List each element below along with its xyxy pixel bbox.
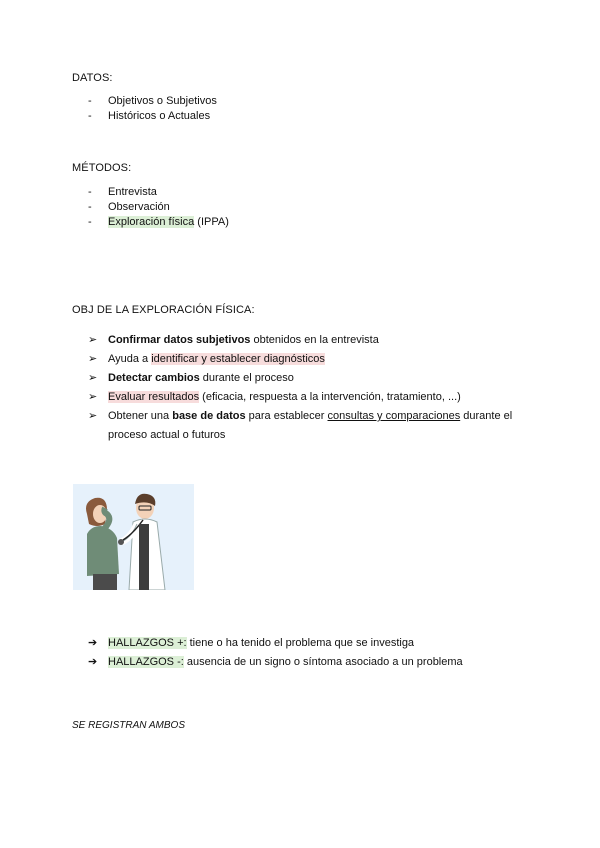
hallazgos-list: [88, 634, 528, 672]
list-item: - Exploración física (IPPA): [88, 216, 229, 228]
list-item: - Históricos o Actuales: [88, 110, 211, 122]
arrowhead-bullet-icon: ➢: [88, 353, 98, 365]
list-item: ➢ Detectar cambios durante el proceso: [88, 369, 528, 388]
list-item: - Entrevista: [88, 186, 157, 198]
datos-heading: DATOS:: [72, 72, 113, 84]
metodos-list: [88, 185, 229, 230]
list-item: ➔ HALLAZGOS -: ausencia de un signo o síntoma asociado a un problema: [88, 653, 528, 672]
metodos-heading: MÉTODOS:: [72, 162, 132, 174]
list-item: ➢ Evaluar resultados (eficacia, respuesta a la intervención, tratamiento, ...): [88, 388, 528, 407]
registro-note: SE REGISTRAN AMBOS: [72, 720, 185, 731]
list-item: ➢ Ayuda a identificar y establecer diagnósticos: [88, 350, 528, 369]
doctor-patient-illustration: [73, 484, 194, 590]
list-item: - Objetivos o Subjetivos: [88, 95, 217, 107]
list-item: - Observación: [88, 201, 170, 213]
list-item: ➔ HALLAZGOS +: tiene o ha tenido el problema que se investiga: [88, 634, 528, 653]
arrow-bullet-icon: ➔: [88, 637, 98, 649]
arrowhead-bullet-icon: ➢: [88, 410, 98, 422]
list-item: ➢ Obtener una base de datos para establecer consultas y comparaciones durante el proceso actual o futuros: [88, 407, 528, 445]
datos-list: [88, 94, 217, 124]
objetivos-list: [88, 331, 528, 445]
arrow-bullet-icon: ➔: [88, 656, 98, 668]
stethoscope-exam-icon: [73, 484, 194, 590]
arrowhead-bullet-icon: ➢: [88, 372, 98, 384]
arrowhead-bullet-icon: ➢: [88, 391, 98, 403]
arrowhead-bullet-icon: ➢: [88, 334, 98, 346]
objetivos-heading: OBJ DE LA EXPLORACIÓN FÍSICA:: [72, 304, 255, 316]
list-item: ➢ Confirmar datos subjetivos obtenidos en la entrevista: [88, 331, 528, 350]
